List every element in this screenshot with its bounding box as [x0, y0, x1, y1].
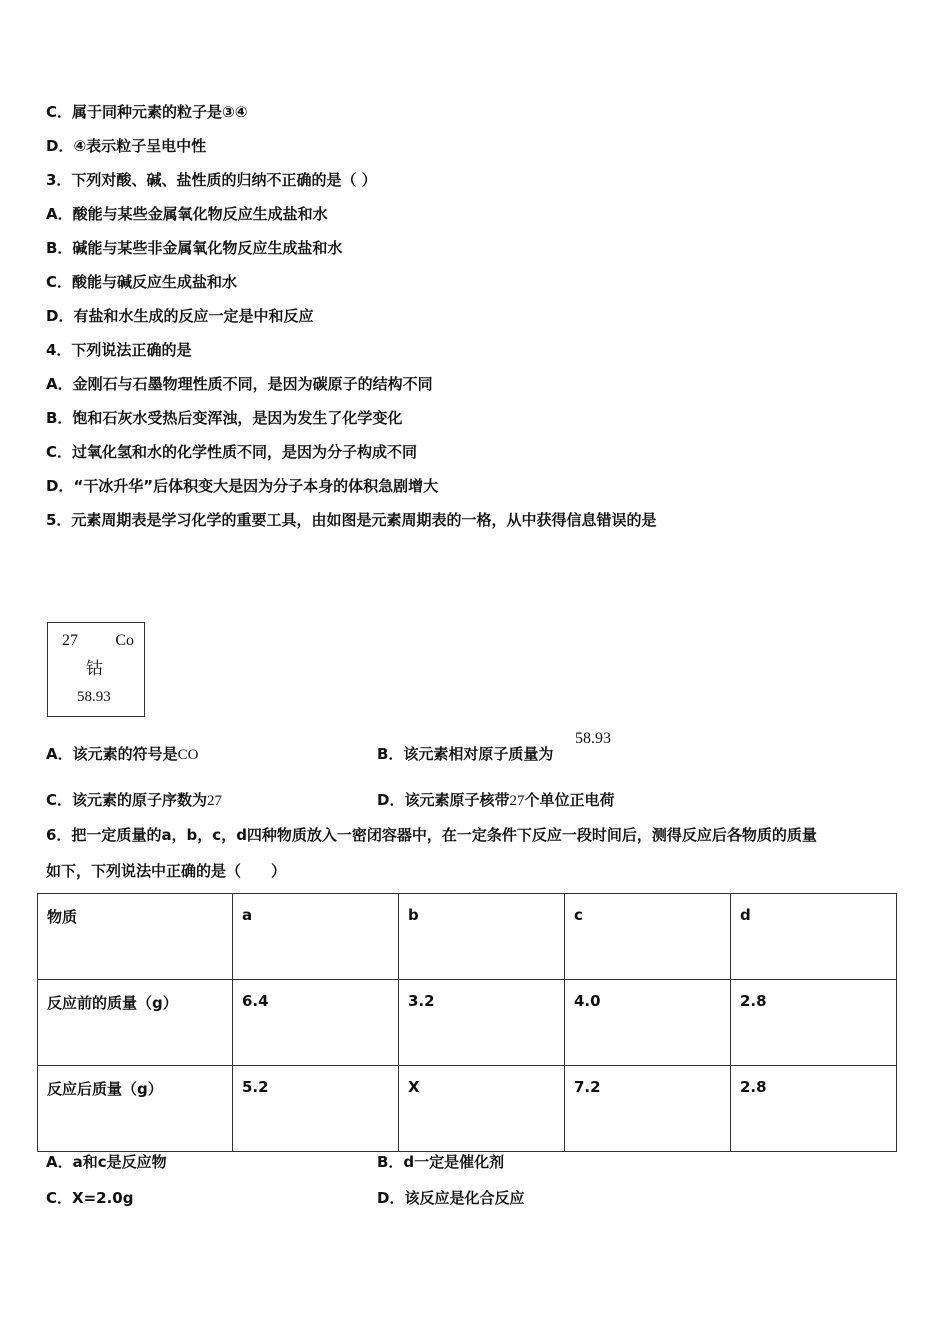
- atomic-mass: 58.93: [77, 689, 111, 705]
- mass-data-table: [37, 893, 897, 1152]
- q4-option-d: D．“干冰升华”后体积变大是因为分子本身的体积急剧增大: [46, 477, 439, 495]
- q6-stem-line2: 如下，下列说法中正确的是（ ）: [46, 862, 287, 880]
- q6-option-a: A．a和c是反应物: [46, 1153, 167, 1171]
- table-row: [38, 980, 897, 1066]
- table-header-cell: 物质: [38, 894, 233, 980]
- table-header-cell: a: [233, 894, 399, 980]
- q2-option-c: C．属于同种元素的粒子是③④: [46, 103, 248, 121]
- q3-option-b: B．碱能与某些非金属氧化物反应生成盐和水: [46, 239, 343, 257]
- q6-stem-line1: 6．把一定质量的a，b，c，d四种物质放入一密闭容器中，在一定条件下反应一段时间后，测得反应后各物质的质量: [46, 826, 817, 844]
- table-cell: 5.2: [233, 1066, 399, 1152]
- atomic-number: 27: [62, 632, 78, 649]
- table-row: [38, 1066, 897, 1152]
- table-cell: 4.0: [565, 980, 731, 1066]
- q3-stem: 3．下列对酸、碱、盐性质的归纳不正确的是（ ）: [46, 171, 377, 189]
- q5-stem: 5．元素周期表是学习化学的重要工具，由如图是元素周期表的一格，从中获得信息错误的是: [46, 511, 657, 529]
- q4-option-a: A．金刚石与石墨物理性质不同，是因为碳原子的结构不同: [46, 375, 433, 393]
- q5-option-b-value: 58.93: [575, 730, 611, 747]
- table-header-row: [38, 894, 897, 980]
- periodic-table-cell: [47, 622, 145, 717]
- table-cell: 2.8: [731, 980, 897, 1066]
- table-cell: 2.8: [731, 1066, 897, 1152]
- q2-option-d: D．④表示粒子呈电中性: [46, 137, 207, 155]
- q6-option-c: C．X=2.0g: [46, 1189, 134, 1207]
- table-cell: 3.2: [399, 980, 565, 1066]
- q4-option-c: C．过氧化氢和水的化学性质不同，是因为分子构成不同: [46, 443, 418, 461]
- table-cell: 6.4: [233, 980, 399, 1066]
- q3-option-d: D．有盐和水生成的反应一定是中和反应: [46, 307, 314, 325]
- table-cell: 反应前的质量（g）: [38, 980, 233, 1066]
- table-cell: 反应后质量（g）: [38, 1066, 233, 1152]
- table-header-cell: d: [731, 894, 897, 980]
- q5-option-d: D．该元素原子核带27个单位正电荷: [377, 791, 615, 809]
- element-symbol: Co: [115, 632, 134, 649]
- table-header-cell: b: [399, 894, 565, 980]
- q5-option-b: B．该元素相对原子质量为: [377, 745, 554, 763]
- q5-option-c: C．该元素的原子序数为27: [46, 791, 223, 809]
- q4-option-b: B．饱和石灰水受热后变浑浊，是因为发生了化学变化: [46, 409, 403, 427]
- q3-option-c: C．酸能与碱反应生成盐和水: [46, 273, 238, 291]
- q6-option-d: D．该反应是化合反应: [377, 1189, 525, 1207]
- q5-option-a: A．该元素的符号是CO: [46, 745, 199, 763]
- table-cell: 7.2: [565, 1066, 731, 1152]
- element-name: 钴: [86, 659, 103, 679]
- table-cell: X: [399, 1066, 565, 1152]
- q4-stem: 4．下列说法正确的是: [46, 341, 192, 359]
- q3-option-a: A．酸能与某些金属氧化物反应生成盐和水: [46, 205, 328, 223]
- table-header-cell: c: [565, 894, 731, 980]
- q6-option-b: B．d一定是催化剂: [377, 1153, 505, 1171]
